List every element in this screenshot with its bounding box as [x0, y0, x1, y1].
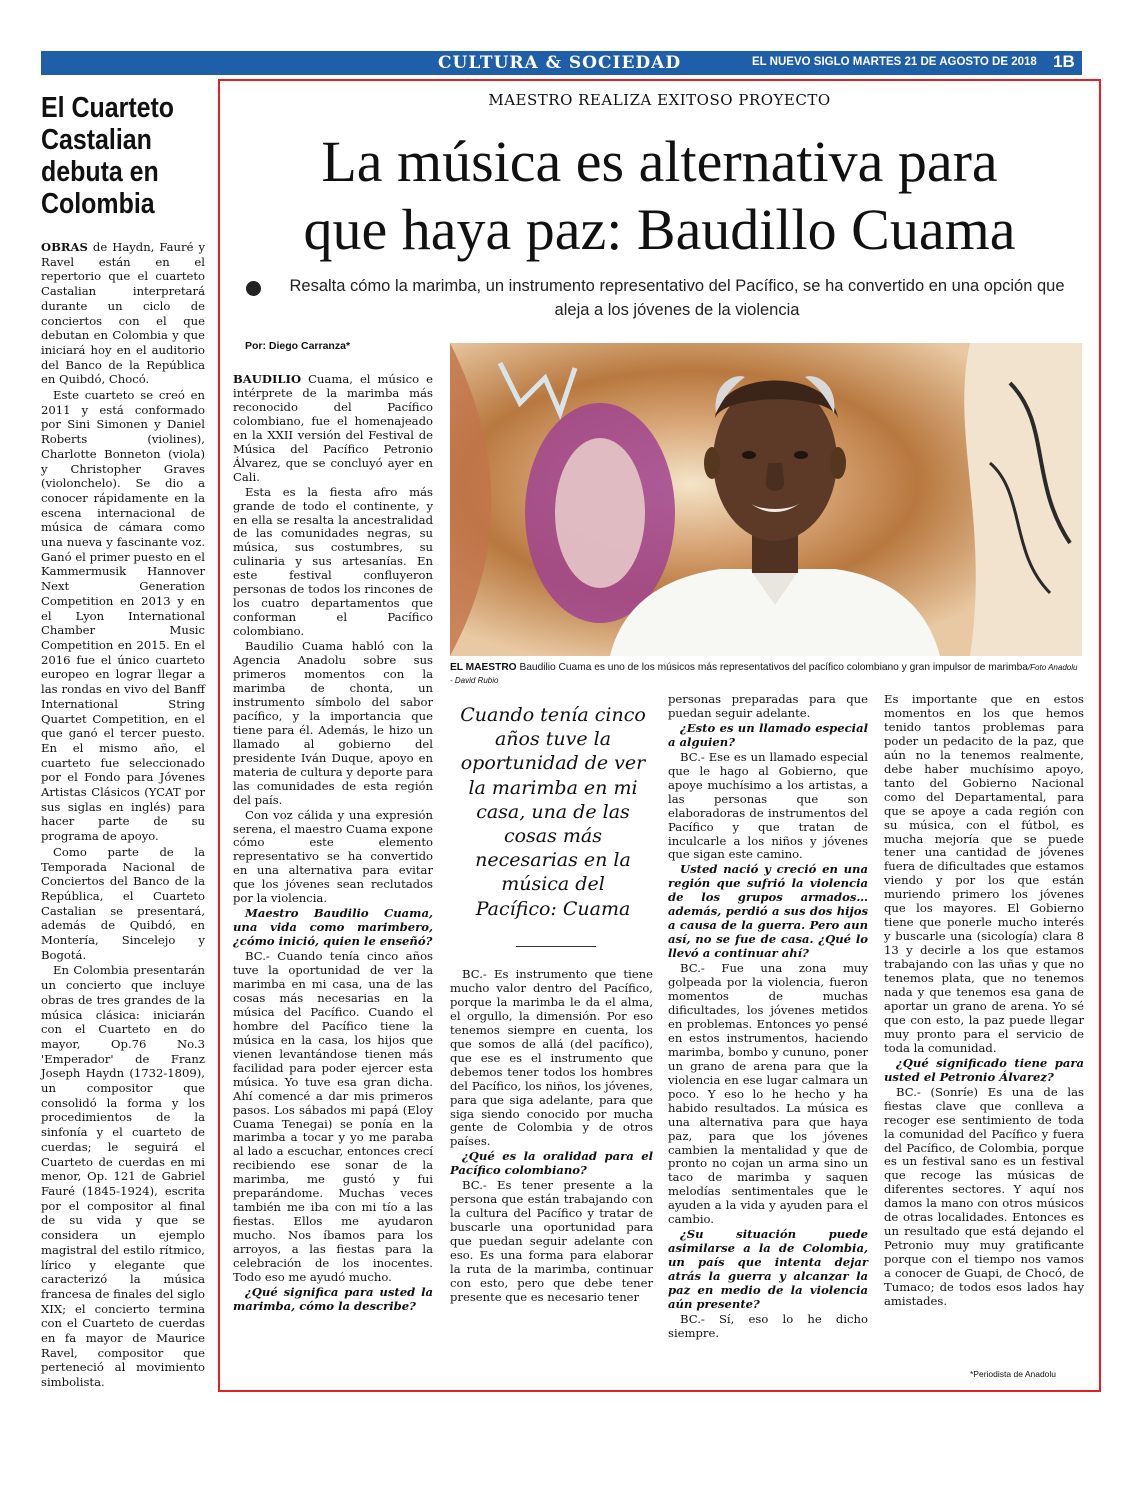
photo-caption — [450, 661, 1080, 687]
article-paragraph: BC.- Es tener presente a la persona que están trabajando con la cultura del Pacífico y tratar de buscarle una oportunidad para que puedan seguir adelante con eso. Es una forma para elaborar la ruta de la marimba, continuar con esto, pero que debe tener presente que es necesario tener — [450, 1178, 653, 1304]
masthead-date: EL NUEVO SIGLO MARTES 21 DE AGOSTO DE 2018 — [752, 56, 1037, 68]
page-number: 1B — [1053, 52, 1075, 71]
sidebar-paragraph: Este cuarteto se creó en 2011 y está conformado por Sini Simonen y Daniel Roberts (violines), Charlotte Bonneton (viola) y Christopher Graves (violonchelo). Se dio a conocer rápidamente en la escena internacional de música de cámara como una nueva y fascinante voz. Ganó el primer puesto en el Kammermusik Hannover Next Generation Competition en 2013 y en el Lyon International Chamber Music Competition en 2015. En el 2016 fue el único cuarteto europeo en lograr llegar a las rondas en vivo del Banff International String Quartet Competition, en el que ganó el tercer puesto. En el mismo año, el cuarteto fue seleccionado por el Fondo para Jóvenes Artistas Clásicos (YCAT por sus siglas en inglés) para hacer parte de su programa de apoyo. — [41, 388, 205, 844]
article-subhead: Resalta cómo la marimba, un instrumento representativo del Pacífico, se ha convertido en una opción que aleja a los jóvenes de la violencia — [289, 277, 1065, 319]
article-paragraph: BAUDILIO Cuama, el músico e intérprete de la marimba más reconocido del Pacífico colombiano, fue el homenajeado en la XXII versión del Festival de Música del Pacífico Petronio Álvarez, que se concluyó ayer en Cali. — [233, 372, 433, 484]
sidebar-paragraph: Como parte de la Temporada Nacional de Conciertos del Banco de la República, el Cuarteto Castalian se presentará, además de Quibdó, en Montería, Sincelejo y Bogotá. — [41, 844, 205, 962]
article-column-4 — [884, 693, 1084, 1310]
article-paragraph: BC.- (Sonríe) Es una de las fiestas clave que conlleva a recoger ese sentimiento de toda la comunidad del Pacífico y fuera del Pacífico, de Colombia, porque es un festival sano es un festival que recoge las músicas de diferentes sectores. Y aquí nos damos la mano con otros músicos de otras localidades. Entonces es un resultado que está dejando el Petronio muy muy gratificante porque con el tiempo nos vamos a conocer de Guapi, de Chocó, de Tumaco; de todos esos lados hay amistades. — [884, 1084, 1084, 1308]
sidebar-lead-word: OBRAS — [41, 240, 88, 254]
article-paragraph: Con voz cálida y una expresión serena, el maestro Cuama expone cómo este elemento representativo se ha convertido en una alternativa para evitar que los jóvenes sean reclutados por la violencia. — [233, 807, 433, 906]
article-column-2 — [450, 968, 653, 1306]
sidebar-paragraph: OBRAS de Haydn, Fauré y Ravel están en el repertorio que el cuarteto Castalian interpretará durante un ciclo de conciertos con el que debutan en Colombia y que iniciará hoy en el auditorio del Banco de la República en Quibdó, Chocó. — [41, 240, 205, 387]
article-paragraph: Esta es la fiesta afro más grande de todo el continente, y en ella se resalta la ancestralidad de las comunidades negras, su música, sus costumbres, su culinaria y sus artesanías. En este festival confluyeron personas de todos los rincones de los cuatro departamentos que conforman el Pacífico colombiano. — [233, 484, 433, 639]
interview-question: ¿Qué significa para usted la marimba, cómo la describe? — [233, 1284, 433, 1313]
bullet-icon — [246, 281, 261, 296]
lead-word: BAUDILIO — [233, 372, 302, 386]
article-paragraph: BC.- Sí, eso lo he dicho siempre. — [668, 1311, 868, 1340]
interview-question: Maestro Baudilio Cuama, una vida como marimbero, ¿cómo inició, quien le enseñó? — [233, 906, 433, 949]
interview-question: Usted nació y creció en una región que sufrió la violencia de los grupos armados… además, perdió a sus dos hijos a causa de la guerra. Pero aun así, no se fue de casa. ¿Qué lo llevó a continuar ahí? — [668, 862, 868, 961]
portrait-photo — [450, 343, 1082, 656]
portrait-illustration — [450, 343, 1082, 656]
caption-label: EL MAESTRO — [450, 662, 517, 673]
headline-line-1: La música es alternativa para — [321, 129, 998, 194]
sidebar-body — [41, 240, 205, 1490]
article-byline: Por: Diego Carranza* — [245, 340, 351, 352]
article-column-1 — [233, 373, 433, 1315]
pull-quote-rule — [516, 946, 596, 947]
sidebar-paragraph: En Colombia presentarán un concierto que incluye obras de tres grandes de la música clásica: iniciarán con el Cuarteto en do mayor, Op.76 No.3 'Emperador' de Franz Joseph Haydn (1732-1809), un compositor que consolidó la forma y los procedimientos de la sinfonía y el cuarteto de cuerdas; le seguirá el Cuarteto de cuerdas en mi menor, Op. 121 de Gabriel Fauré (1845-1924), escrita por el compositor al final de su vida y que se considera un ejemplo magistral del estilo rítmico, lírico y elegante que caracterizó la música francesa de finales del siglo XIX; el concierto termina con el Cuarteto de cuerdas en fa mayor de Maurice Ravel, compositor que perteneció al movimiento simbolista. — [41, 963, 205, 1390]
interview-question: ¿Qué significado tiene para usted el Petronio Álvarez? — [884, 1055, 1084, 1084]
article-paragraph: BC.- Ese es un llamado especial que le hago al Gobierno, que apoye muchísimo a los artistas, a las personas que son elaboradoras de instrumentos del Pacífico y que tratan de inculcarle a los niños y jóvenes que sigan este camino. — [668, 749, 868, 862]
article-kicker: MAESTRO REALIZA EXITOSO PROYECTO — [488, 91, 831, 109]
interview-question: ¿Qué es la oralidad para el Pacífico colombiano? — [450, 1149, 653, 1178]
interview-question: ¿Esto es un llamado especial a alguien? — [668, 720, 868, 749]
article-headline — [218, 128, 1101, 264]
section-title: CULTURA & SOCIEDAD — [438, 53, 682, 73]
article-paragraph: BC.- Es instrumento que tiene mucho valor dentro del Pacífico, porque la marimba le da el alma, el orgullo, la dimensión. Por eso tenemos siempre en cuenta, los que somos de allá (del pacífico), que ese es el instrumento que debemos tener todos los hombres del Pacífico, los niños, los jóvenes, para que siga adelante, para que siga siendo conocido por mucha gente de Colombia y de otros países. — [450, 967, 653, 1149]
article-paragraph: BC.- Fue una zona muy golpeada por la violencia, fueron momentos de muchas dificultades, los jóvenes metidos en problemas. Entonces yo pensé en estos instrumentos, haciendo marimba, bombo y cununo, poner un grano de arena para que la violencia en ese lugar calmara un poco. Y eso lo he hecho y ha habido resultados. La música es una alternativa para que haya paz, para que los jóvenes cambien la mentalidad y que de pronto no cojan un arma sino un taco de marimba y saquen melodías sentimentales que le ayuden a la vida y ayuden para el cambio. — [668, 961, 868, 1227]
headline-line-2: que haya paz: Baudillo Cuama — [303, 197, 1016, 262]
article-column-3 — [668, 693, 868, 1342]
author-footnote: *Periodista de Anadolu — [970, 1369, 1057, 1379]
pull-quote: Cuando tenía cinco años tuve la oportunidad de ver la marimba en mi casa, una de las cosas más necesarias en la música del Pacífico: Cuama — [460, 704, 646, 920]
interview-question: ¿Su situación puede asimilarse a la de Colombia, un país que intenta dejar atrás la guerra y alcanzar la paz en medio de la violencia aún presente? — [668, 1227, 868, 1311]
caption-text: Baudilio Cuama es uno de los músicos más representativos del pacífico colombiano y gran impulsor de marimba — [516, 662, 1028, 673]
sidebar-headline: El Cuarteto Castalian debuta en Colombia — [41, 92, 175, 220]
article-paragraph: BC.- Cuando tenía cinco años tuve la oportunidad de ver la marimba en mi casa, una de las cosas más necesarias en la música del Pacífico. Cuando el hombre del Pacífico tiene la música en la casa, los hijos que vienen levantándose tienen más facilidad para poder ejercer esta música. Yo tuve esa gran dicha. Ahí comencé a dar mis primeros pasos. Los sábados mi papá (Eloy Cuama Tenegai) se ponía en la marimba a tocar y yo me paraba al lado a escuchar, entonces crecí recibiendo ese sonar de la marimba, me gustó y fui preparándome. Muchas veces también me iba con mi tío a las fiestas. Ellos me ayudaron mucho. Nos íbamos para los arroyos, a las fiestas para la celebración de los inocentes. Todo eso me ayudó mucho. — [233, 949, 433, 1284]
article-paragraph: Es importante que en estos momentos en los que hemos tenido tantos problemas para poder un pedacito de la paz, que aún no la tenemos realmente, debe haber muchísimo apoyo, tanto del Gobierno Nacional como del Departamental, para que se apoye a cada región con su música, con el fútbol, es mucha mejoría que se puede tener una cantidad de jóvenes fuera de dificultades que estamos viendo y por los que están muriendo primero los jóvenes que los mayores. El Gobierno tiene que ponerle mucho interés y buscarle una (sicología) clara 8 13 y decirle a los que estamos trabajando con las uñas y que no tenemos plata, que no tenemos nada y que tenemos esa gana de aportar un grano de arena. Yo sé que con esto, la paz puede llegar muy pronto para el servicio de toda la comunidad. — [884, 692, 1084, 1055]
article-paragraph: personas preparadas para que puedan seguir adelante. — [668, 692, 868, 720]
article-paragraph: Baudilio Cuama habló con la Agencia Anadolu sobre sus primeros momentos con la marimba de chonta, un instrumento símbolo del sabor pacífico, y la importancia que tiene para él. Además, le hizo un llamado al gobierno del presidente Iván Duque, apoyo en materia de cultura y deporte para las comunidades de esta región del país. — [233, 639, 433, 807]
photo-credit: /Foto Anadolu - David Rubio — [450, 663, 1078, 685]
